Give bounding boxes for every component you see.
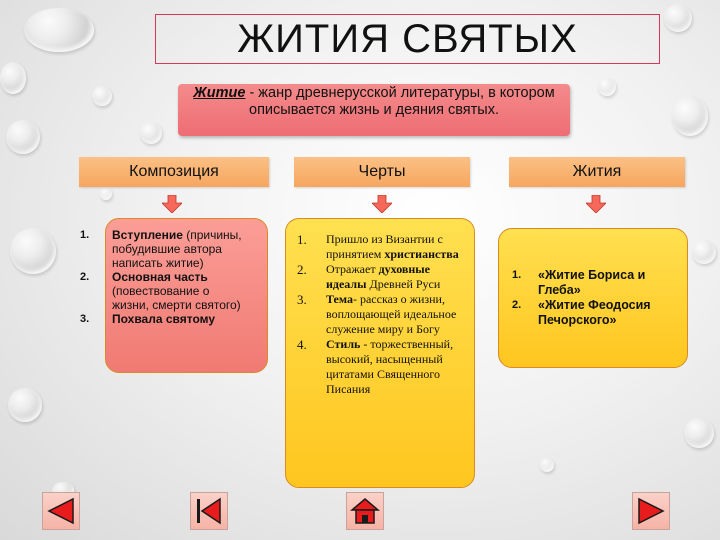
- item-text: Основная часть: [112, 270, 208, 284]
- list-number: 4.: [297, 337, 307, 352]
- list-number: 2.: [297, 262, 307, 277]
- composition-list: [80, 228, 248, 326]
- water-drop-decoration: [672, 96, 708, 136]
- nav-first-button[interactable]: [190, 492, 228, 530]
- item-text: - рассказ о жизни, воплощающей идеальное служение миру и Богу: [326, 292, 457, 336]
- triangle-left-icon: [46, 497, 76, 525]
- item-text: (повествование о жизни, смерти святого): [112, 284, 241, 312]
- water-drop-decoration: [140, 122, 162, 144]
- water-drop-decoration: [8, 388, 42, 422]
- list-number: 2.: [512, 299, 522, 311]
- nav-home-button[interactable]: [346, 492, 384, 530]
- definition-text: - жанр древнерусской литературы, в котором описывается жизнь и деяния святых.: [245, 85, 555, 118]
- water-drop-decoration: [684, 418, 714, 448]
- list-item: [297, 262, 467, 292]
- list-item: [297, 337, 467, 397]
- item-text: «Житие Бориса и Глеба»: [538, 268, 646, 297]
- item-text: Пришло из Византии с принятием: [326, 232, 443, 261]
- header-features-label: Черты: [358, 163, 406, 180]
- home-icon: [350, 497, 380, 525]
- header-features: [294, 157, 470, 187]
- list-item: [80, 312, 248, 326]
- list-number: 1.: [80, 229, 90, 241]
- triangle-right-icon: [636, 497, 666, 525]
- item-text: духовные идеалы: [326, 262, 430, 291]
- water-drop-decoration: [664, 4, 692, 32]
- lives-list: [512, 268, 682, 328]
- item-text: (причины, побудившие автора написать житие): [112, 228, 242, 270]
- list-number: 1.: [512, 269, 522, 281]
- item-text: Тема: [326, 292, 353, 306]
- list-number: 2.: [80, 271, 90, 283]
- arrow-down-icon: [372, 195, 392, 213]
- nav-prev-button[interactable]: [42, 492, 80, 530]
- item-text: христианства: [384, 247, 459, 261]
- header-lives: [509, 157, 685, 187]
- list-number: 3.: [297, 292, 307, 307]
- list-item: [80, 228, 248, 270]
- title-frame: [155, 14, 660, 64]
- water-drop-decoration: [6, 120, 40, 154]
- item-text: Отражает: [326, 262, 379, 276]
- list-item: [512, 268, 682, 298]
- water-drop-decoration: [100, 188, 112, 200]
- features-list: [297, 232, 467, 397]
- header-lives-label: Жития: [572, 163, 622, 180]
- list-number: 1.: [297, 232, 307, 247]
- water-drop-decoration: [598, 78, 616, 96]
- item-text: Стиль: [326, 337, 361, 351]
- item-text: Вступление: [112, 228, 183, 242]
- item-text: Похвала святому: [112, 312, 216, 326]
- list-item: [297, 292, 467, 337]
- page-title: ЖИТИЯ СВЯТЫХ: [237, 17, 578, 61]
- item-text: - торжественный, высокий, насыщенный цитатами Священного Писания: [326, 337, 454, 396]
- water-drop-decoration: [692, 240, 716, 264]
- header-composition-label: Композиция: [129, 163, 219, 180]
- arrow-down-icon: [162, 195, 182, 213]
- water-drop-decoration: [540, 458, 554, 472]
- header-composition: [79, 157, 269, 187]
- item-text: «Житие Феодосия Печорского»: [538, 298, 651, 327]
- list-item: [80, 270, 248, 312]
- water-drop-decoration: [92, 86, 112, 106]
- list-item: [512, 298, 682, 328]
- definition-term: Житие: [193, 85, 246, 101]
- skip-first-icon: [194, 497, 224, 525]
- nav-next-button[interactable]: [632, 492, 670, 530]
- list-number: 3.: [80, 313, 90, 325]
- water-drop-decoration: [0, 62, 26, 94]
- water-drop-decoration: [10, 228, 56, 274]
- definition-box: [178, 84, 570, 136]
- list-item: [297, 232, 467, 262]
- arrow-down-icon: [586, 195, 606, 213]
- water-drop-decoration: [24, 8, 94, 52]
- item-text: Древней Руси: [366, 277, 441, 291]
